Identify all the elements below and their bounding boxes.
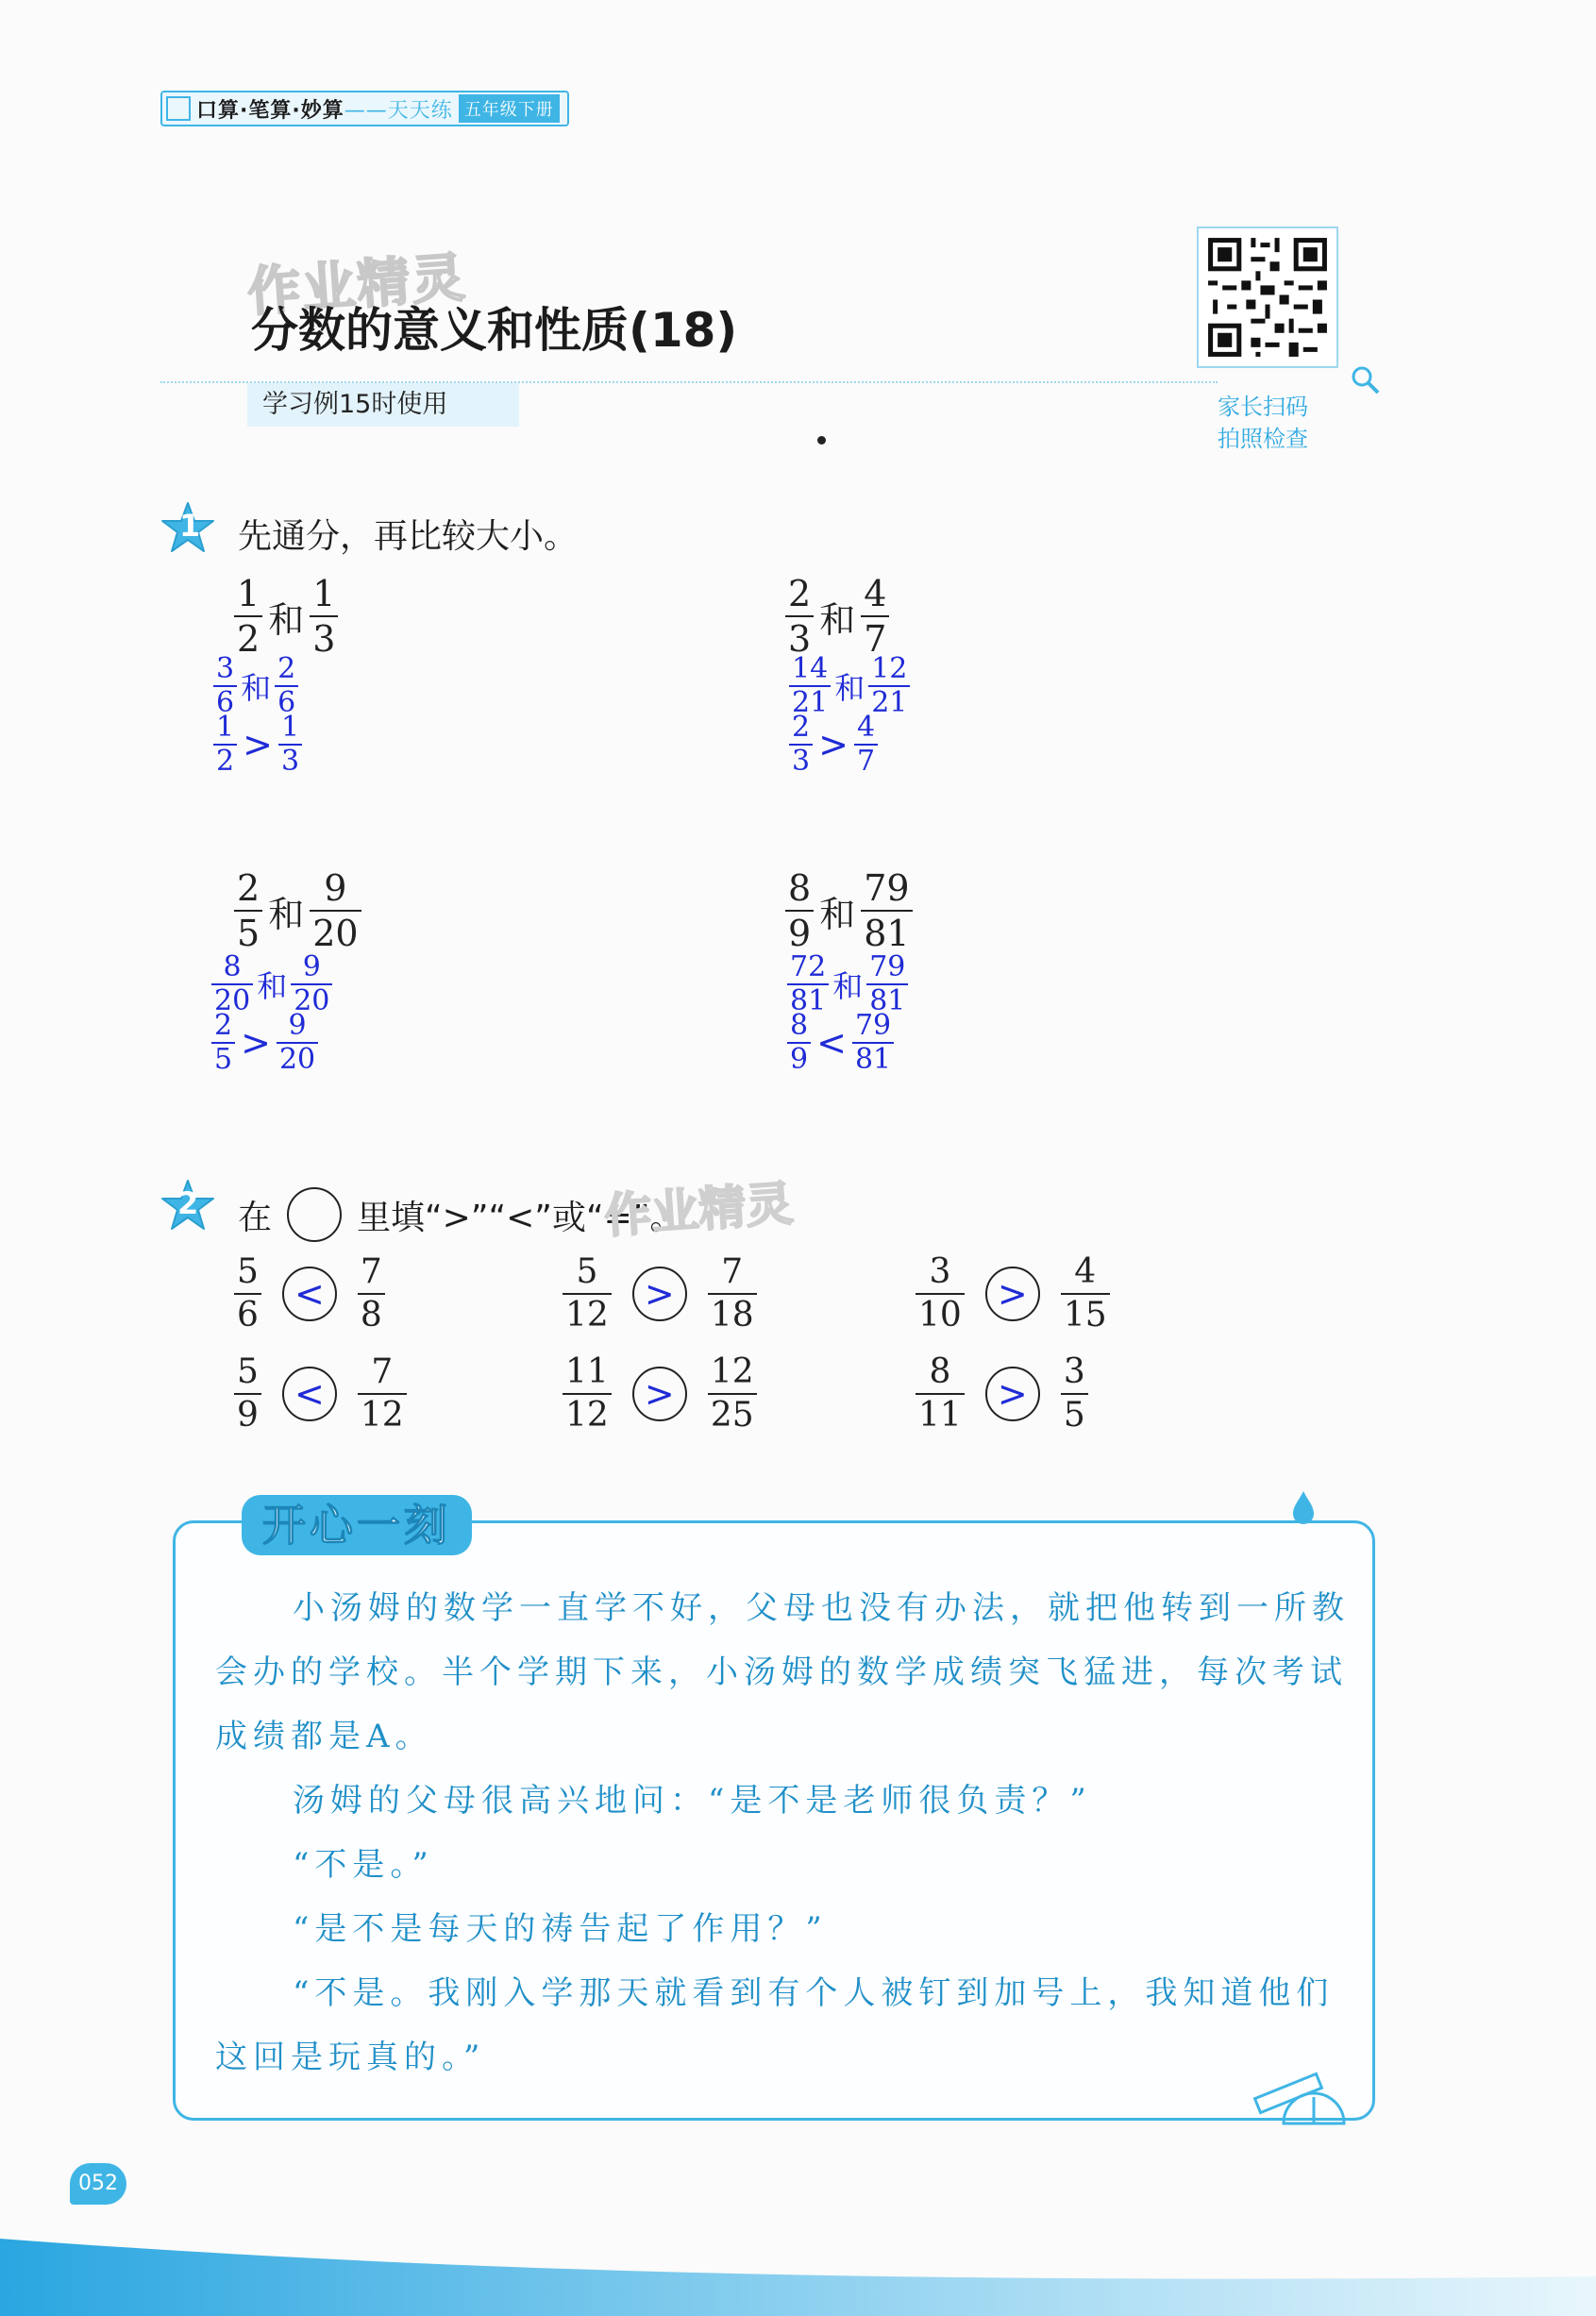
- joiner: 和: [819, 598, 856, 641]
- joke-line: 这回是玩真的。”: [215, 2039, 486, 2076]
- qr-caption-line: 家长扫码: [1218, 394, 1308, 420]
- answer-circle[interactable]: >: [632, 1367, 687, 1421]
- book-header: [160, 91, 569, 126]
- numerator: 79: [869, 950, 906, 983]
- watermark: 作业精灵: [602, 1176, 796, 1244]
- header-subseries: ——天天练: [344, 98, 453, 123]
- denominator: 5: [211, 1042, 235, 1074]
- joke-line: “不是。我刚入学那天就看到有个人被钉到加号上，我知道他们: [293, 1974, 1335, 2012]
- denominator: 9: [785, 910, 814, 951]
- joke-line: 会办的学校。半个学期下来，小汤姆的数学成绩突飞猛进，每次考试: [215, 1653, 1348, 1691]
- page-title: 分数的意义和性质(18): [251, 303, 738, 358]
- joke-line: “是不是每天的祷告起了作用？”: [293, 1910, 828, 1948]
- joke-line: 汤姆的父母很高兴地问：“是不是老师很负责？”: [293, 1782, 1092, 1820]
- comparison-sign: >: [818, 724, 848, 765]
- numerator: 79: [854, 1009, 892, 1042]
- blank-circle-icon: [287, 1187, 342, 1242]
- page-number: 052: [70, 2163, 126, 2205]
- question-2-number: 2: [177, 1185, 199, 1221]
- denominator: 10: [916, 1293, 965, 1333]
- q1-answer-2-common: [789, 652, 910, 719]
- dot-mark: [817, 436, 826, 445]
- numerator: 1: [312, 573, 336, 614]
- denominator: 6: [275, 685, 298, 717]
- numerator: 8: [223, 950, 242, 983]
- denominator: 21: [789, 685, 831, 717]
- numerator: 2: [237, 867, 260, 909]
- answer-circle[interactable]: <: [282, 1267, 337, 1321]
- joke-line: “不是。”: [293, 1846, 434, 1884]
- joiner: 和: [241, 670, 272, 706]
- denominator: 15: [1061, 1293, 1110, 1333]
- joiner: 和: [832, 968, 864, 1004]
- compare-item: [563, 1252, 757, 1334]
- denominator: 7: [854, 744, 878, 776]
- denominator: 81: [861, 910, 912, 951]
- denominator: 12: [358, 1393, 407, 1433]
- header-grade: 五年级下册: [459, 94, 560, 123]
- comparison-sign: >: [241, 1022, 271, 1064]
- denominator: 12: [563, 1293, 612, 1333]
- denominator: 20: [277, 1042, 318, 1074]
- denominator: 3: [785, 615, 814, 657]
- numerator: 2: [788, 573, 812, 614]
- denominator: 2: [213, 744, 237, 776]
- problem-statement: [234, 867, 361, 954]
- numerator: 7: [360, 1252, 382, 1291]
- q1-problem-3: [234, 867, 361, 954]
- numerator: 3: [929, 1252, 951, 1291]
- denominator: 3: [310, 615, 338, 657]
- joiner: 和: [268, 598, 305, 641]
- denominator: 3: [789, 744, 813, 776]
- denominator: 8: [358, 1293, 385, 1333]
- numerator: 3: [216, 652, 235, 685]
- numerator: 5: [237, 1252, 259, 1291]
- problem-statement: [785, 867, 913, 954]
- q1-problem-4: [785, 867, 913, 954]
- numerator: 4: [864, 573, 887, 614]
- magnifier-icon: [1350, 364, 1382, 396]
- numerator: 12: [710, 1352, 754, 1391]
- numerator: 79: [864, 867, 910, 909]
- numerator: 4: [1074, 1252, 1097, 1291]
- watermark: 作业精灵: [245, 246, 469, 325]
- denominator: 81: [852, 1042, 894, 1074]
- denominator: 20: [291, 983, 332, 1015]
- numerator: 1: [280, 711, 300, 744]
- denominator: 81: [866, 983, 908, 1015]
- header-box-icon: [166, 96, 191, 121]
- numerator: 72: [790, 950, 827, 983]
- question-1-number: 1: [179, 508, 201, 544]
- qr-code-icon: [1199, 228, 1336, 366]
- denominator: 2: [234, 615, 262, 657]
- denominator: 6: [213, 685, 237, 717]
- answer-circle[interactable]: >: [985, 1367, 1040, 1421]
- qr-code[interactable]: [1197, 227, 1338, 368]
- compare-item: [234, 1252, 385, 1334]
- numerator: 9: [288, 1009, 307, 1042]
- q1-answer-4-common: [787, 950, 908, 1017]
- joiner: 和: [257, 968, 288, 1004]
- answer-circle[interactable]: <: [282, 1367, 337, 1421]
- numerator: 2: [792, 711, 811, 744]
- numerator: 2: [214, 1009, 233, 1042]
- denominator: 5: [1061, 1393, 1088, 1433]
- numerator: 9: [324, 867, 347, 909]
- instruction-pre: 在: [238, 1198, 273, 1237]
- numerator: 14: [792, 652, 829, 685]
- denominator: 5: [234, 910, 262, 951]
- comparison-sign: <: [816, 1022, 847, 1064]
- q1-answer-3-result: [211, 1009, 318, 1076]
- denominator: 9: [234, 1393, 261, 1433]
- numerator: 8: [929, 1352, 951, 1391]
- joiner: 和: [268, 893, 305, 935]
- numerator: 11: [565, 1352, 609, 1391]
- numerator: 12: [871, 652, 908, 685]
- joke-line: 小汤姆的数学一直学不好，父母也没有办法，就把他转到一所教: [293, 1589, 1350, 1627]
- q1-answer-1-common: [213, 652, 298, 719]
- answer-circle[interactable]: >: [632, 1267, 687, 1321]
- denominator: 9: [787, 1042, 811, 1074]
- denominator: 20: [310, 910, 361, 951]
- numerator: 7: [721, 1252, 744, 1291]
- denominator: 7: [861, 615, 889, 657]
- compare-item: [916, 1352, 1088, 1435]
- numerator: 9: [302, 950, 321, 983]
- numerator: 5: [237, 1352, 259, 1391]
- answer-circle[interactable]: >: [985, 1267, 1040, 1321]
- denominator: 25: [708, 1393, 757, 1433]
- q1-answer-4-result: [787, 1009, 894, 1076]
- compare-item: [563, 1352, 757, 1435]
- numerator: 4: [856, 711, 876, 744]
- denominator: 11: [916, 1393, 965, 1433]
- bottom-wave: [0, 2239, 1596, 2316]
- q1-answer-1-result: [213, 713, 302, 776]
- compare-item: [916, 1252, 1110, 1334]
- problem-statement: [234, 573, 338, 660]
- comparison-sign: >: [243, 724, 273, 765]
- denominator: 21: [868, 685, 910, 717]
- q1-problem-1: [234, 573, 338, 660]
- numerator: 1: [216, 711, 235, 744]
- header-series: 口算·笔算·妙算: [196, 98, 344, 123]
- numerator: 8: [790, 1009, 809, 1042]
- instruction-post: 里填“>”“<”或“=”。: [357, 1198, 684, 1237]
- q1-answer-3-common: [211, 950, 332, 1017]
- ruler-protractor-icon: [1246, 2057, 1359, 2133]
- question-1-instruction: 先通分，再比较大小。: [238, 517, 579, 556]
- qr-caption-line: 拍照检查: [1218, 426, 1308, 452]
- denominator: 81: [787, 983, 829, 1015]
- compare-item: [234, 1352, 407, 1435]
- drop-icon: [1289, 1489, 1318, 1525]
- numerator: 1: [237, 573, 260, 614]
- qr-caption: [1218, 391, 1308, 455]
- q1-problem-2: [785, 573, 889, 660]
- numerator: 8: [788, 867, 812, 909]
- joiner: 和: [819, 893, 856, 935]
- usage-note: 学习例15时使用: [247, 383, 519, 427]
- denominator: 6: [234, 1293, 261, 1333]
- numerator: 7: [371, 1352, 394, 1391]
- joiner: 和: [834, 670, 865, 706]
- denominator: 3: [278, 744, 302, 776]
- numerator: 2: [277, 652, 296, 685]
- numerator: 5: [576, 1252, 598, 1291]
- joke-title: 开心一刻: [242, 1495, 472, 1555]
- q1-answer-2-result: [789, 713, 878, 776]
- problem-statement: [785, 573, 889, 660]
- denominator: 12: [563, 1393, 612, 1433]
- joke-line: 成绩都是A。: [215, 1718, 433, 1755]
- numerator: 3: [1063, 1352, 1085, 1391]
- denominator: 20: [211, 983, 253, 1015]
- denominator: 18: [708, 1293, 757, 1333]
